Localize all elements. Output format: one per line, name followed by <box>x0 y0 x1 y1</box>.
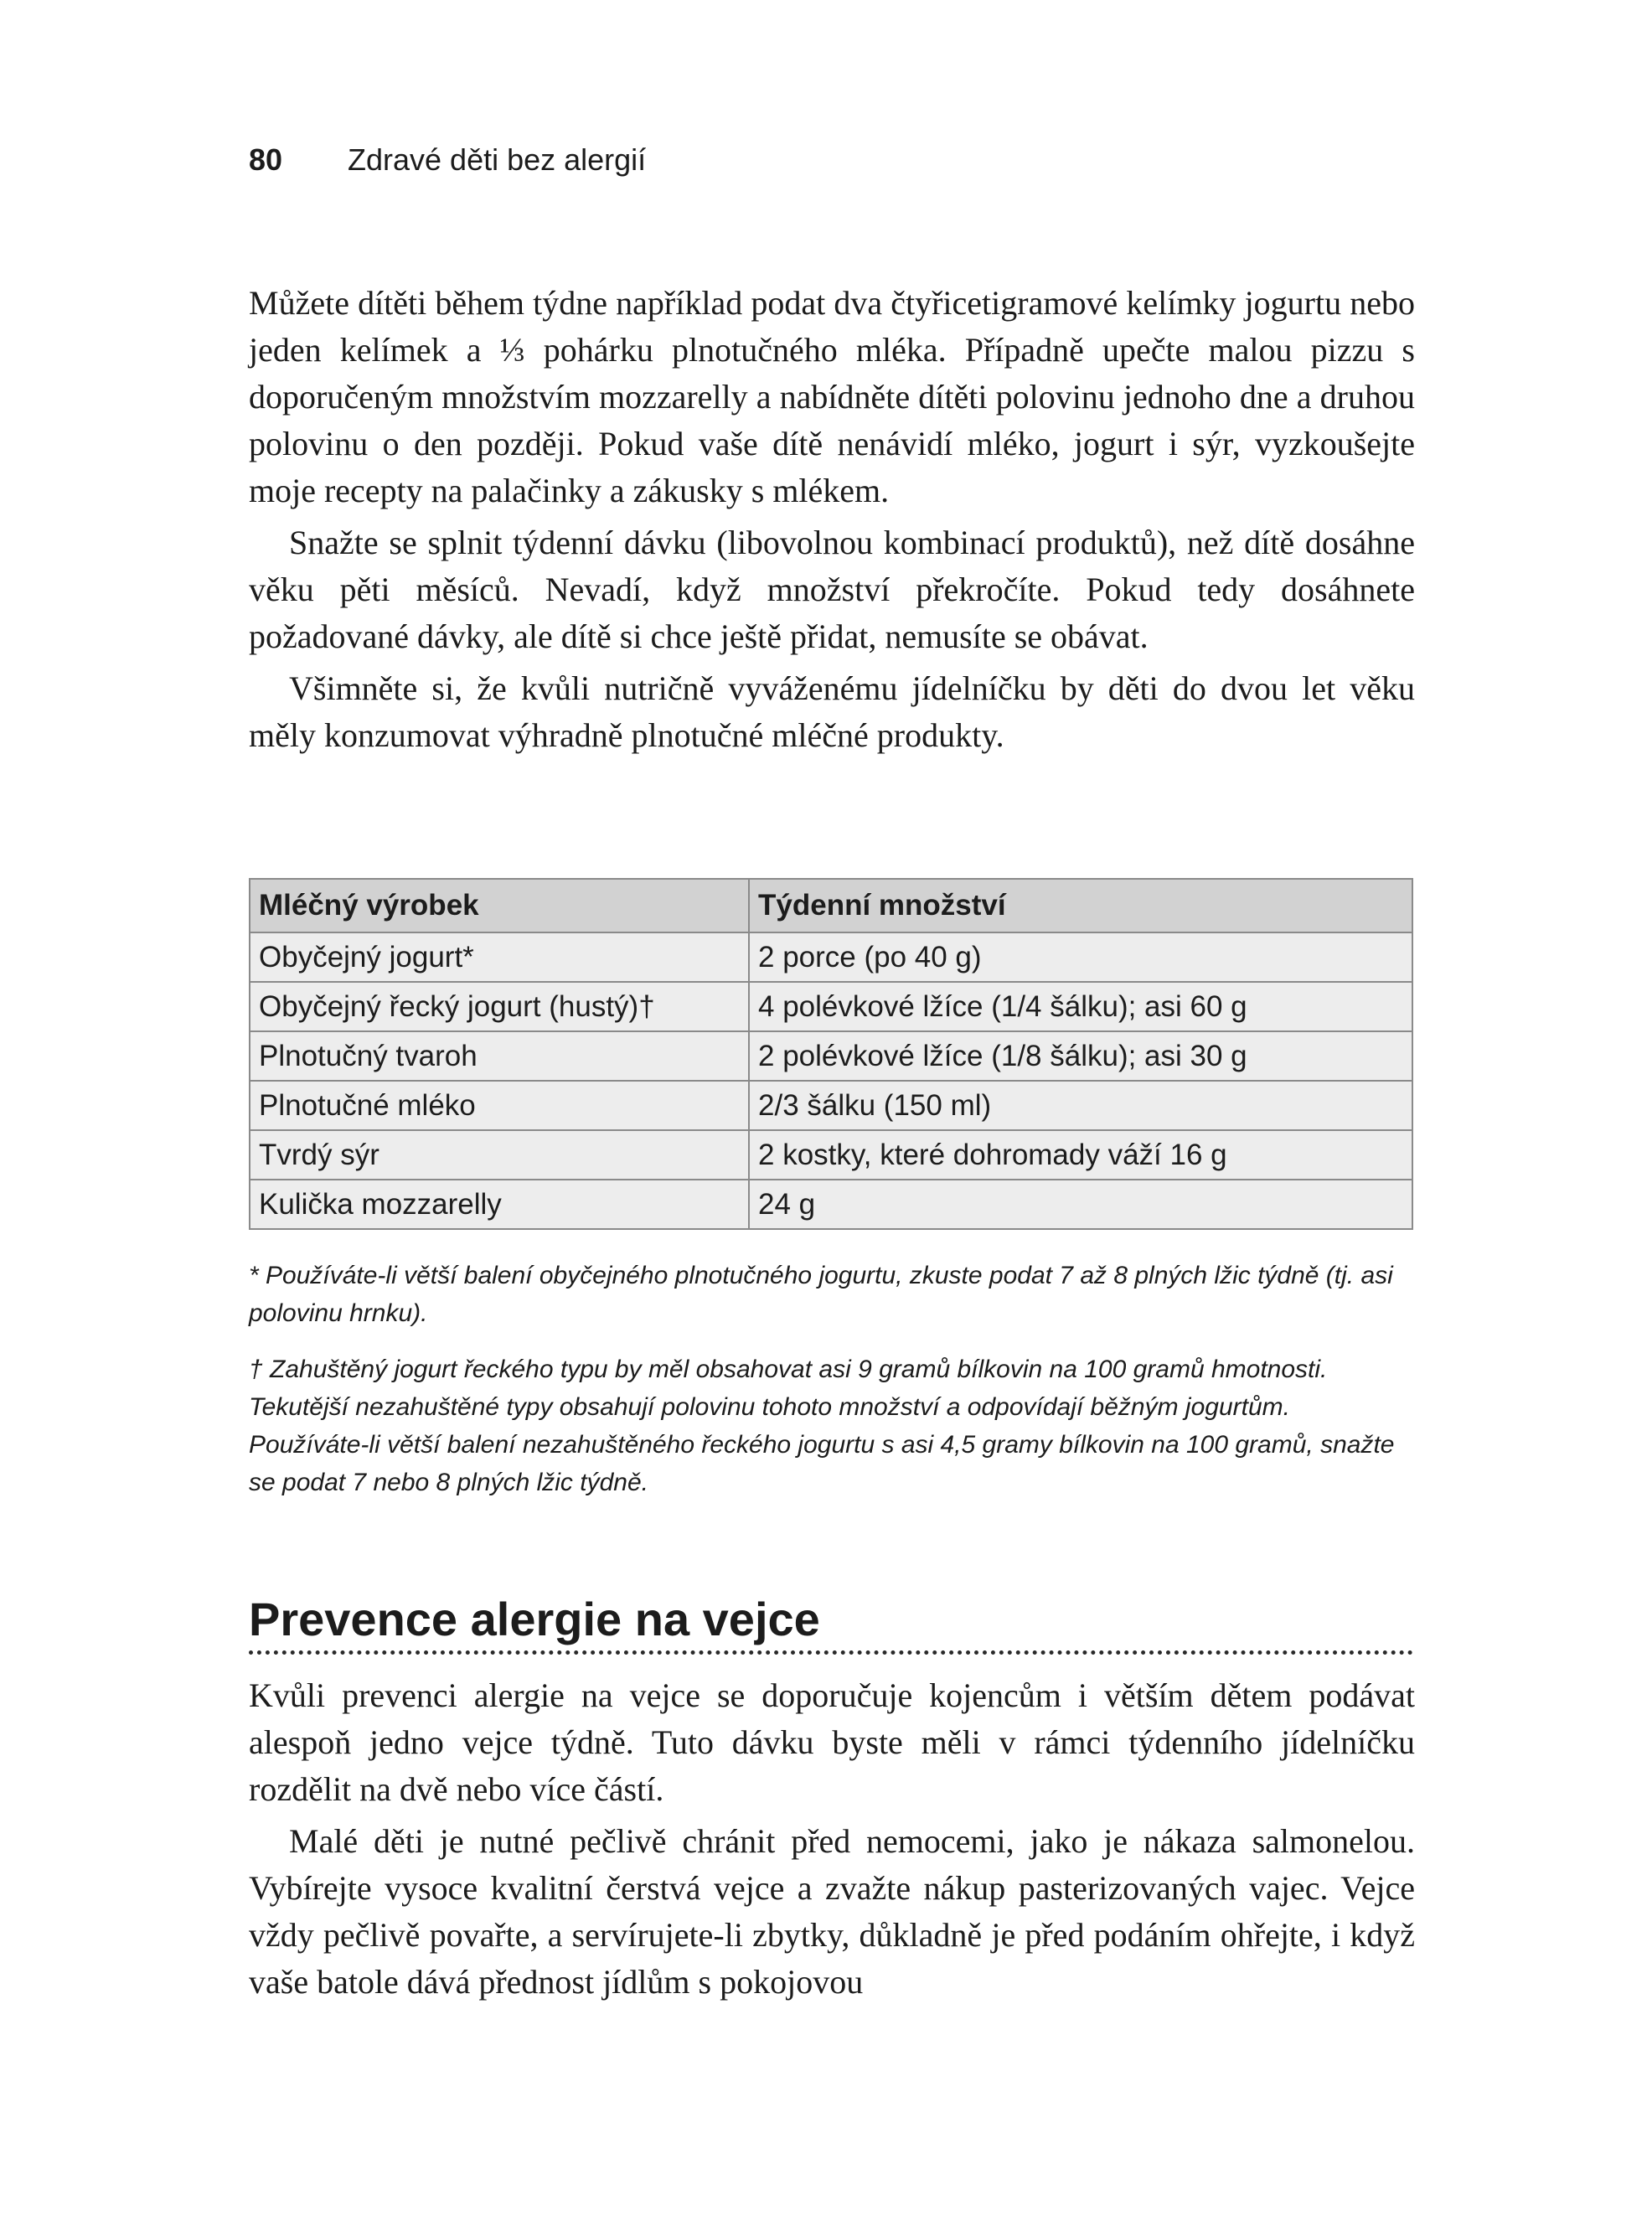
table-row <box>250 1031 1412 1081</box>
section-text <box>249 1672 1415 2011</box>
column-header-product: Mléčný výrobek <box>250 879 749 932</box>
page-number: 80 <box>249 142 283 177</box>
product-cell: Obyčejný jogurt* <box>250 932 749 982</box>
dotted-divider <box>249 1650 1413 1655</box>
product-cell: Tvrdý sýr <box>250 1130 749 1180</box>
section-heading: Prevence alergie na vejce <box>249 1593 820 1645</box>
paragraph: Snažte se splnit týdenní dávku (libovolnou kombinací produktů), než dítě dosáhne věku pěti měsíců. Nevadí, když množství překročíte. Pokud tedy dosáhnete požadované dávky, ale dítě si chce ještě přidat, nemusíte se obávat. <box>249 524 1415 655</box>
amount-cell: 24 g <box>749 1180 1412 1229</box>
table-row <box>250 1180 1412 1229</box>
product-cell: Obyčejný řecký jogurt (hustý)† <box>250 982 749 1031</box>
paragraph: Kvůli prevenci alergie na vejce se doporučuje kojencům i větším dětem podávat alespoň jedno vejce týdně. Tuto dávku byste měli v rámci týdenního jídelníčku rozdělit na dvě nebo více částí. <box>249 1676 1415 1808</box>
intro-text <box>249 280 1415 764</box>
table-footnotes <box>249 1257 1415 1520</box>
paragraph: Můžete dítěti během týdne například podat dva čtyřicetigramové kelímky jogurtu nebo jeden kelímek a ⅓ pohárku plnotučného mléka. Případně upečte malou pizzu s doporučeným množstvím mozzarelly a nabídněte dítěti polovinu jednoho dne a druhou polovinu o den později. Pokud vaše dítě nenávidí mléko, jogurt i sýr, vyzkoušejte moje recepty na palačinky a zákusky s mlékem. <box>249 284 1415 509</box>
dairy-weekly-amount-table <box>249 878 1413 1230</box>
amount-cell: 2 porce (po 40 g) <box>749 932 1412 982</box>
amount-cell: 2 polévkové lžíce (1/8 šálku); asi 30 g <box>749 1031 1412 1081</box>
footnote-asterisk: * Používáte-li větší balení obyčejného plnotučného jogurtu, zkuste podat 7 až 8 plných lžic týdně (tj. asi polovinu hrnku). <box>249 1262 1393 1327</box>
product-cell: Plnotučný tvaroh <box>250 1031 749 1081</box>
amount-cell: 2 kostky, které dohromady váží 16 g <box>749 1130 1412 1180</box>
running-header <box>249 142 646 178</box>
column-header-amount: Týdenní množství <box>749 879 1412 932</box>
product-cell: Plnotučné mléko <box>250 1081 749 1130</box>
product-cell: Kulička mozzarelly <box>250 1180 749 1229</box>
amount-cell: 2/3 šálku (150 ml) <box>749 1081 1412 1130</box>
paragraph: Všimněte si, že kvůli nutričně vyváženému jídelníčku by děti do dvou let věku měly konzumovat výhradně plnotučné mléčné produkty. <box>249 669 1415 754</box>
book-title: Zdravé děti bez alergií <box>348 142 647 177</box>
footnote-dagger: † Zahuštěný jogurt řeckého typu by měl obsahovat asi 9 gramů bílkovin na 100 gramů hmotnosti. Tekutější nezahuštěné typy obsahují polovinu tohoto množství a odpovídají běžným jogurtům. Používáte-li větší balení nezahuštěného řeckého jogurtu s asi 4,5 gramy bílkovin na 100 gramů, snažte se podat 7 nebo 8 plných lžic týdně. <box>249 1356 1395 1496</box>
table-row <box>250 1130 1412 1180</box>
table-row <box>250 932 1412 982</box>
table-header-row <box>250 879 1412 932</box>
paragraph: Malé děti je nutné pečlivě chránit před nemocemi, jako je nákaza salmonelou. Vybírejte vysoce kvalitní čerstvá vejce a zvažte nákup pasterizovaných vajec. Vejce vždy pečlivě povařte, a servírujete-li zbytky, důkladně je před podáním ohřejte, i když vaše batole dává přednost jídlům s pokojovou <box>249 1822 1415 2001</box>
amount-cell: 4 polévkové lžíce (1/4 šálku); asi 60 g <box>749 982 1412 1031</box>
table-row <box>250 1081 1412 1130</box>
table-row <box>250 982 1412 1031</box>
